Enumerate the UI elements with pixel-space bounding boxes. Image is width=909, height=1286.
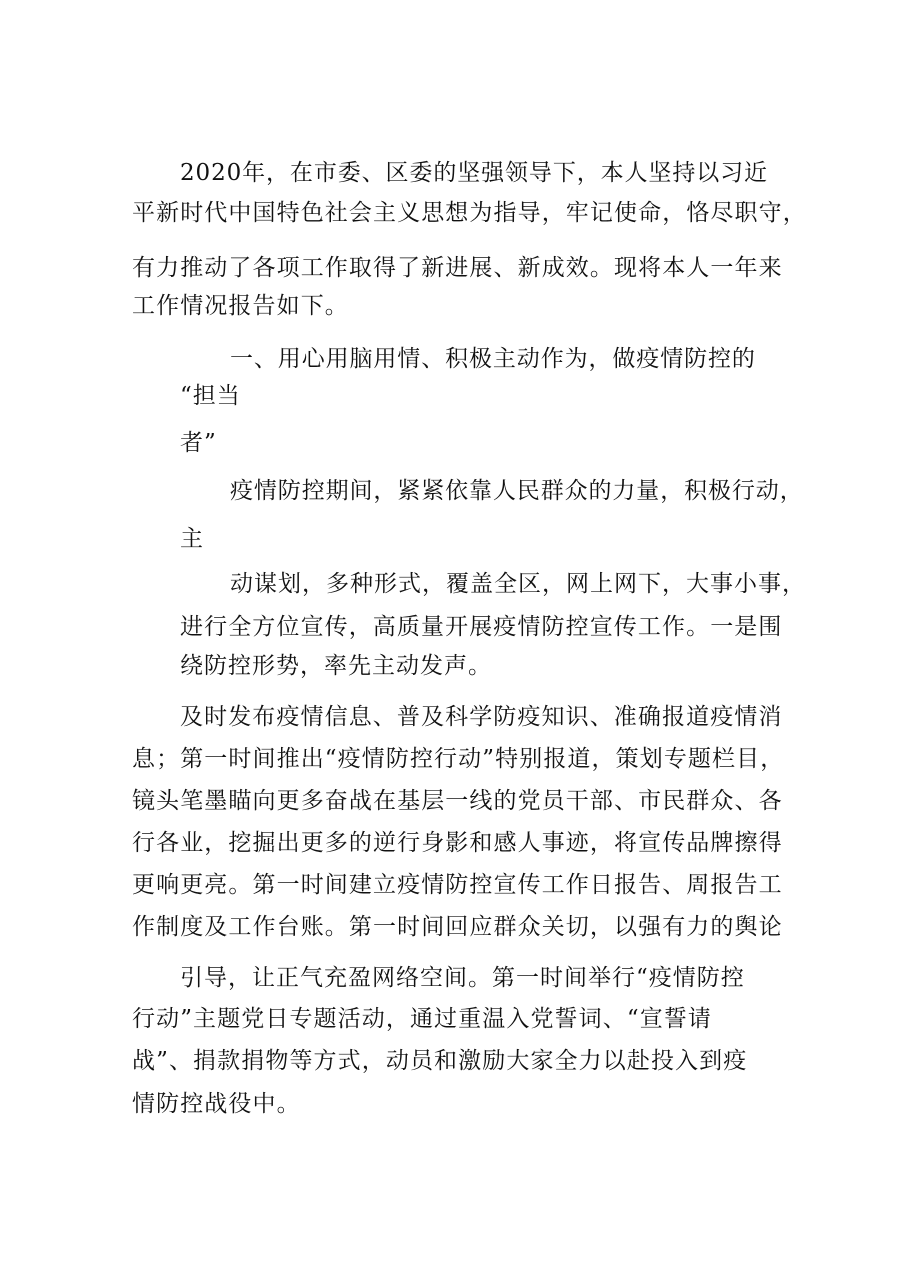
section-heading-line-3: 者” bbox=[180, 430, 217, 456]
text-line-14: 更响更亮。第一时间建立疫情防控宣传工作日报告、周报告工 bbox=[132, 872, 783, 898]
text-line-3: 有力推动了各项工作取得了新进展、新成效。现将本人一年来 bbox=[132, 255, 783, 281]
text-line-4: 工作情况报告如下。 bbox=[132, 293, 349, 319]
text-line-13: 行各业，挖掘出更多的逆行身影和感人事迹，将宣传品牌擦得 bbox=[132, 830, 783, 856]
text-line-10: 及时发布疫情信息、普及科学防疫知识、准确报道疫情消 bbox=[180, 704, 783, 730]
text-line-15: 作制度及工作台账。第一时间回应群众关切，以强有力的舆论 bbox=[132, 914, 783, 940]
text-line-6: 主 bbox=[180, 526, 204, 552]
text-line-7: 动谋划，多种形式，覆盖全区，网上网下，大事小事， bbox=[230, 571, 806, 597]
text-line-5: 疫情防控期间，紧紧依靠人民群众的力量，积极行动， bbox=[230, 478, 804, 504]
text-line-16: 引导，让正气充盈网络空间。第一时间举行“疫情防控 bbox=[180, 965, 745, 991]
text-line-19: 情防控战役中。 bbox=[132, 1091, 301, 1117]
text-line-1: 2020年，在市委、区委的坚强领导下，本人坚持以习近 bbox=[180, 160, 768, 186]
text-line-18: 战”、捐款捐物等方式，动员和激励大家全力以赴投入到疫 bbox=[132, 1048, 748, 1074]
text-line-8: 进行全方位宣传，高质量开展疫情防控宣传工作。一是围 bbox=[180, 614, 783, 640]
section-heading-line-2: “担当 bbox=[180, 383, 241, 409]
text-line-12: 镜头笔墨瞄向更多奋战在基层一线的党员干部、市民群众、各 bbox=[132, 788, 783, 814]
text-line-17: 行动”主题党日专题活动，通过重温入党誓词、“宣誓请 bbox=[132, 1006, 713, 1032]
text-line-9: 绕防控形势，率先主动发声。 bbox=[180, 653, 492, 679]
text-line-11: 息；第一时间推出“疫情防控行动”特别报道，策划专题栏目， bbox=[132, 746, 785, 772]
section-heading-line-1: 一、用心用脑用情、积极主动作为，做疫情防控的 bbox=[230, 346, 756, 372]
text-line-2: 平新时代中国特色社会主义思想为指导，牢记使命，恪尽职守， bbox=[132, 200, 807, 226]
